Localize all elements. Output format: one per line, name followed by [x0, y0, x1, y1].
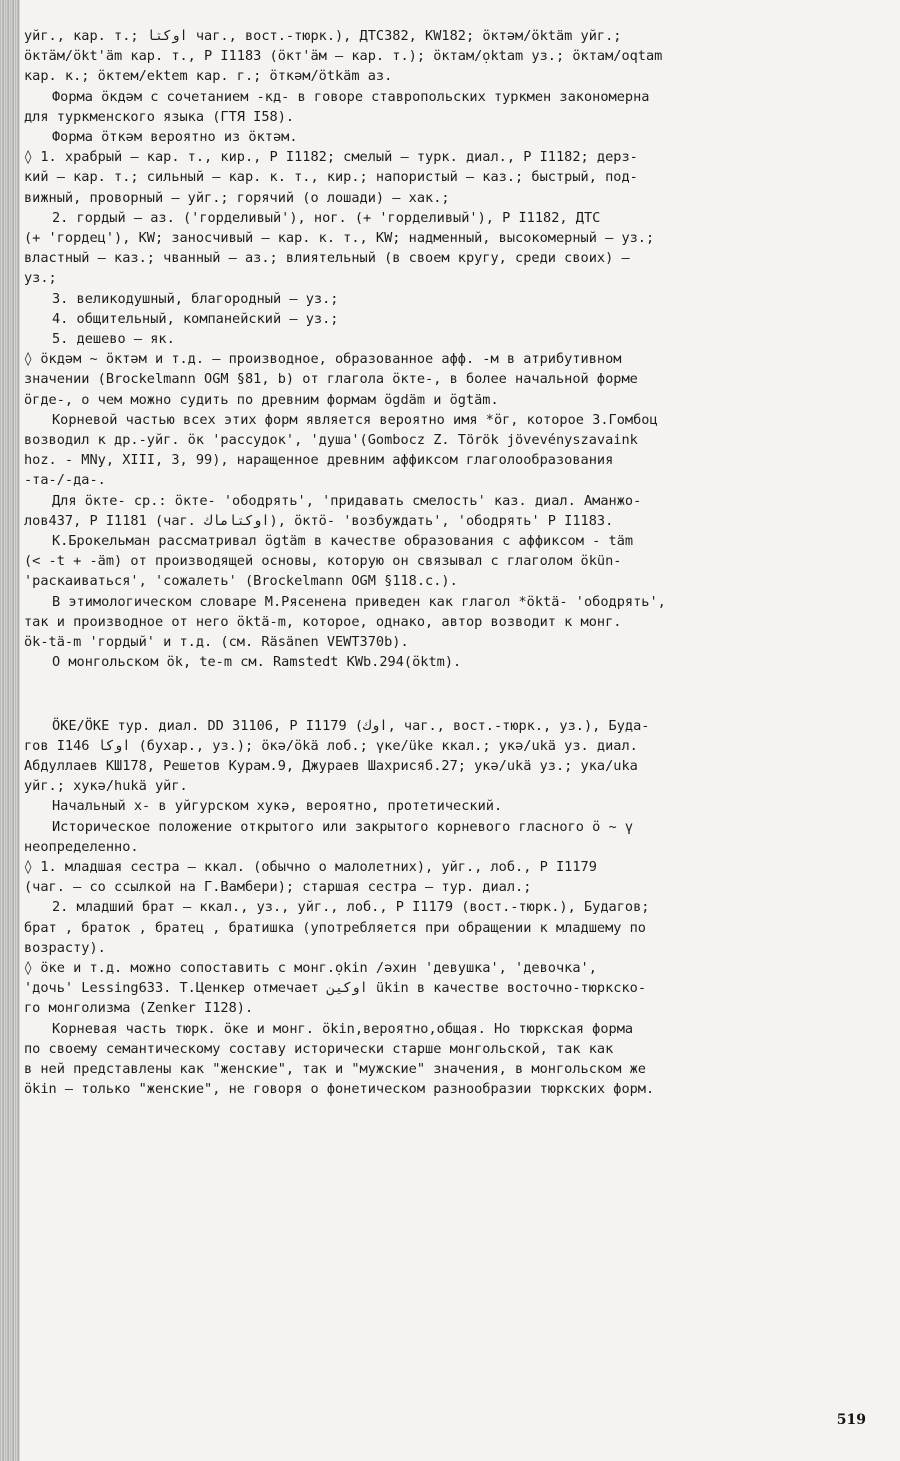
text-line: hoz. - MNy, XIII, 3, 99), наращенное древним аффиксом глаголообразования	[24, 452, 614, 469]
text-line: (< -t + -äm) от производящей основы, которую он связывал с глаголом ӧkün-	[24, 553, 622, 570]
text-line: возрасту).	[24, 939, 106, 956]
text-line: лов437, Р I1181 (чаг. اوكتاماك), ӧктӧ- 'возбуждать', 'ободрять' Р I1183.	[24, 512, 614, 529]
text-line: для туркменского языка (ГТЯ I58).	[24, 108, 295, 125]
text-line: Абдуллаев КШ178, Решетов Курам.9, Джураев Шахрисяб.27; укə/ukä уз.; ука/uka	[24, 757, 638, 774]
text-line: брат , браток , братец , братишка (употребляется при обращении к младшему по	[24, 919, 646, 936]
text-line: вижный, проворный – уйг.; горячий (о лошади) – хак.;	[24, 189, 450, 206]
text-line: 3. великодушный, благородный – уз.;	[52, 290, 339, 307]
text-line: ӧктӓм/ӧkt'äm кар. т., Р I1183 (ӧкт'ӓм – кар. т.); ӧктам/ọktam уз.; ӧктам/oqtam	[24, 48, 663, 65]
text-line: К.Брокельман рассматривал ӧgtäm в качестве образования с аффиксом - täm	[52, 533, 634, 550]
text-line: го монголизма (Zenker I128).	[24, 1000, 254, 1017]
text-line: ◊ 1. храбрый – кар. т., кир., Р I1182; смелый – турк. диал., Р I1182; дерз-	[24, 149, 638, 166]
text-line: 'раскаиваться', 'сожалеть' (Brockelmann OGM §118.c.).	[24, 573, 458, 590]
text-line: ӧгде-, о чем можно судить по древним формам ӧgdäm и ӧgtäm.	[24, 391, 499, 408]
text-line: ◊ ӧкдəм ~ ӧктəм и т.д. – производное, образованное афф. -м в атрибутивном	[24, 351, 622, 368]
text-line: так и производное от него ӧktä-m, которое, однако, автор возводит к монг.	[24, 613, 622, 630]
text-line: 5. дешево – як.	[52, 331, 175, 348]
text-line: 'дочь' Lessing633. Т.Ценкер отмечает اوكين ükin в качестве восточно-тюркско-	[24, 980, 647, 997]
text-line: уйг., кар. т.; اوكتا чаг., вост.-тюрк.), ДТС382, KW182; ӧктəм/ӧktäm уйг.;	[24, 28, 622, 44]
text-line: Корневой частью всех этих форм является вероятно имя *ӧг, которое З.Гомбоц	[52, 411, 658, 428]
text-line: уйг.; хукə/hukä уйг.	[24, 778, 188, 795]
text-line: 4. общительный, компанейский – уз.;	[52, 310, 339, 327]
text-line: Начальный х- в уйгурском хукə, вероятно, протетический.	[52, 798, 503, 815]
text-line: неопределенно.	[24, 838, 139, 855]
text-line: ӧkin – только "женские", не говоря о фонетическом разнообразии тюркских форм.	[24, 1081, 655, 1098]
entry-separator	[24, 673, 874, 716]
text-line: возводил к др.-уйг. ӧк 'рассудок', 'душа'(Gombocz Z. Török jövevényszavaink	[24, 432, 638, 449]
text-line: гов I146 اوكا (бухар., уз.); ӧкə/ӧkä лоб.; үке/üke ккал.; укə/ukä уз. диал.	[24, 737, 638, 754]
text-line: 2. гордый – аз. ('горделивый'), ног. (+ 'горделивый'), Р I1182, ДТС	[52, 209, 601, 226]
text-line: по своему семантическому составу исторически старше монгольской, так как	[24, 1040, 614, 1057]
page-number: 519	[836, 1412, 866, 1428]
text-line: Форма ӧкдəм с сочетанием -кд- в говоре ставропольских туркмен закономерна	[52, 88, 650, 105]
text-line: (чаг. – со ссылкой на Г.Вамбери); старшая сестра – тур. диал.;	[24, 879, 532, 896]
text-line: властный – каз.; чванный – аз.; влиятельный (в своем кругу, среди своих) –	[24, 250, 630, 267]
text-line: кар. к.; ӧктем/ektem кар. г.; ӧткəм/ӧtkäm аз.	[24, 68, 393, 85]
text-line: ◊ 1. младшая сестра – ккал. (обычно о малолетних), уйг., лоб., Р I1179	[24, 858, 597, 875]
text-line: в ней представлены как "женские", так и "мужские" значения, в монгольском же	[24, 1060, 646, 1077]
text-line: О монгольском ӧk, te-m см. Ramstedt KWb.294(ӧktm).	[52, 654, 462, 671]
text-line: ӧk-tä-m 'гордый' и т.д. (см. Räsänen VEWT370b).	[24, 634, 409, 651]
text-line: (+ 'гордец'), KW; заносчивый – кар. к. т., KW; надменный, высокомерный – уз.;	[24, 230, 655, 247]
dictionary-page	[24, 26, 874, 1099]
text-line: кий – кар. т.; сильный – кар. к. т., кир.; напористый – каз.; быстрый, под-	[24, 169, 638, 186]
text-line: Форма ӧткəм вероятно из ӧктəм.	[52, 129, 298, 146]
text-line: ӦКЕ/ӦКЕ тур. диал. DD 31106, Р I1179 (اوك, чаг., вост.-тюрк., уз.), Буда-	[52, 717, 650, 734]
text-line: Для ӧкте- ср.: ӧкте- 'ободрять', 'придавать смелость' каз. диал. Аманжо-	[52, 492, 642, 509]
text-line: значении (Brockelmann OGM §81, b) от глагола ӧкте-, в более начальной форме	[24, 371, 638, 388]
text-line: В этимологическом словаре М.Рясенена приведен как глагол *ӧktä- 'ободрять',	[52, 593, 666, 610]
text-line: ◊ ӧке и т.д. можно сопоставить с монг.ọkin /əхин 'девушка', 'девочка',	[24, 959, 597, 976]
text-line: -та-/-да-.	[24, 472, 106, 489]
text-line: Историческое положение открытого или закрытого корневого гласного ӧ ~ ү	[52, 818, 634, 835]
scan-edge	[0, 0, 20, 1461]
text-line: 2. младший брат – ккал., уз., уйг., лоб., Р I1179 (вост.-тюрк.), Будагов;	[52, 899, 650, 916]
text-line: уз.;	[24, 270, 57, 287]
text-line: Корневая часть тюрк. ӧке и монг. ӧkin,вероятно,общая. Но тюркская форма	[52, 1020, 634, 1037]
